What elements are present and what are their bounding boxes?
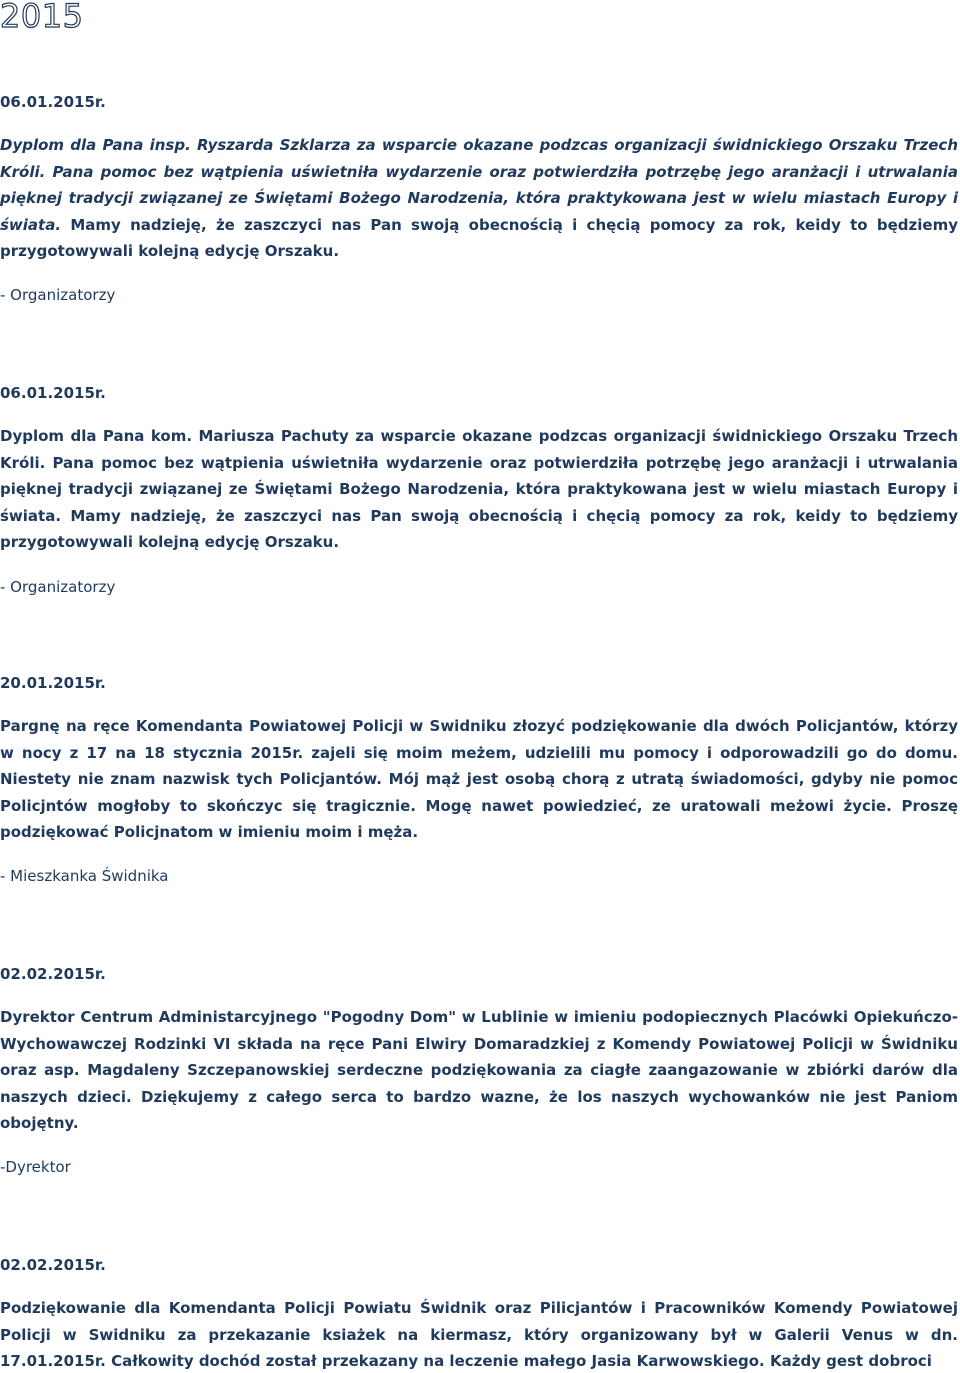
entry-date: 02.02.2015r. <box>0 1256 106 1274</box>
entry-2 <box>0 383 958 597</box>
entry-text <box>0 132 958 265</box>
entry-5 <box>0 1255 958 1373</box>
year-heading: 2015 <box>0 0 84 35</box>
entry-date: 02.02.2015r. <box>0 965 106 983</box>
entry-text: Dyrektor Centrum Administarcyjnego "Pogodny Dom" w Lublinie w imieniu podopiecznych Placówki Opiekuńczo-Wychowawczej Rodzinki VI składa na ręce Pani Elwiry Domaradzkiej z Komendy Powiatowej Policji w Świdniku oraz asp. Magdaleny Szczepanowskiej serdeczne podziękowania za ciagłe zaangazowanie w zbiórki darów dla naszych dzieci. Dziękujemy z całego serca to bardzo wazne, że los naszych wychowanków nie jest Paniom obojętny. <box>0 1008 958 1132</box>
entry-signature: -Dyrektor <box>0 1157 71 1176</box>
entry-signature: - Mieszkanka Świdnika <box>0 866 169 885</box>
entry-signature: - Organizatorzy <box>0 577 116 596</box>
entry-text: Podziękowanie dla Komendanta Policji Powiatu Świdnik oraz Pilicjantów i Pracowników Komendy Powiatowej Policji w Swidniku za przekazanie ksiażek na kiermasz, który organizowany był w Galerii Venus w dn. 17.01.2015r. Całkowity dochód został przekazany na leczenie małego Jasia Karwowskiego. Każdy gest dobroci <box>0 1299 958 1370</box>
entry-signature: - Organizatorzy <box>0 285 116 304</box>
entry-3 <box>0 673 958 886</box>
entry-text: Dyplom dla Pana kom. Mariusza Pachuty za wsparcie okazane podzcas organizacji świdnickiego Orszaku Trzech Króli. Pana pomoc bez wątpienia uświetniła wydarzenie oraz potwierdziła potrzębę jego aranżacji i utrwalania pięknej tradycji związanej ze Świętami Bożego Narodzenia, która praktykowana jest w wielu miastach Europy i świata. Mamy nadzieję, że zaszczyci nas Pan swoją obecnością i chęcią pomocy za rok, keidy to będziemy przygotowywali kolejną edycję Orszaku. <box>0 427 958 551</box>
entry-1 <box>0 92 958 305</box>
entry-date: 06.01.2015r. <box>0 93 106 111</box>
entry-text-upright: Mamy nadzieję, że zaszczyci nas Pan swoją obecnością i chęcią pomocy za rok, keidy to będziemy przygotowywali kolejną edycję Orszaku. <box>0 215 958 260</box>
entry-text: Pargnę na ręce Komendanta Powiatowej Policji w Swidniku złozyć podziękowanie dla dwóch Policjantów, którzy w nocy z 17 na 18 stycznia 2015r. zajeli się moim meżem, udzielili mu pomocy i odporowadzili go do domu. Niestety nie znam nazwisk tych Policjantów. Mój mąż jest osobą chorą z utratą świadomości, gdyby nie pomoc Policjntów mogłoby to skończyc się tragicznie. Mogę nawet powiedzieć, ze uratowali meżowi życie. Proszę podziękować Policjnatom w imieniu moim i męża. <box>0 717 958 841</box>
entry-date: 20.01.2015r. <box>0 674 106 692</box>
entry-4 <box>0 964 958 1177</box>
entry-text-italic: Dyplom dla Pana insp. Ryszarda Szklarza za wsparcie okazane podzcas organizacji świdnickiego Orszaku Trzech Króli. Pana pomoc bez wątpienia uświetniła wydarzenie oraz potwierdziła potrzębę jego aranżacji i utrwalania pięknej tradycji związanej ze Świętami Bożego Narodzenia, która praktykowana jest w wielu miastach Europy i świata. <box>0 136 958 234</box>
entry-date: 06.01.2015r. <box>0 384 106 402</box>
